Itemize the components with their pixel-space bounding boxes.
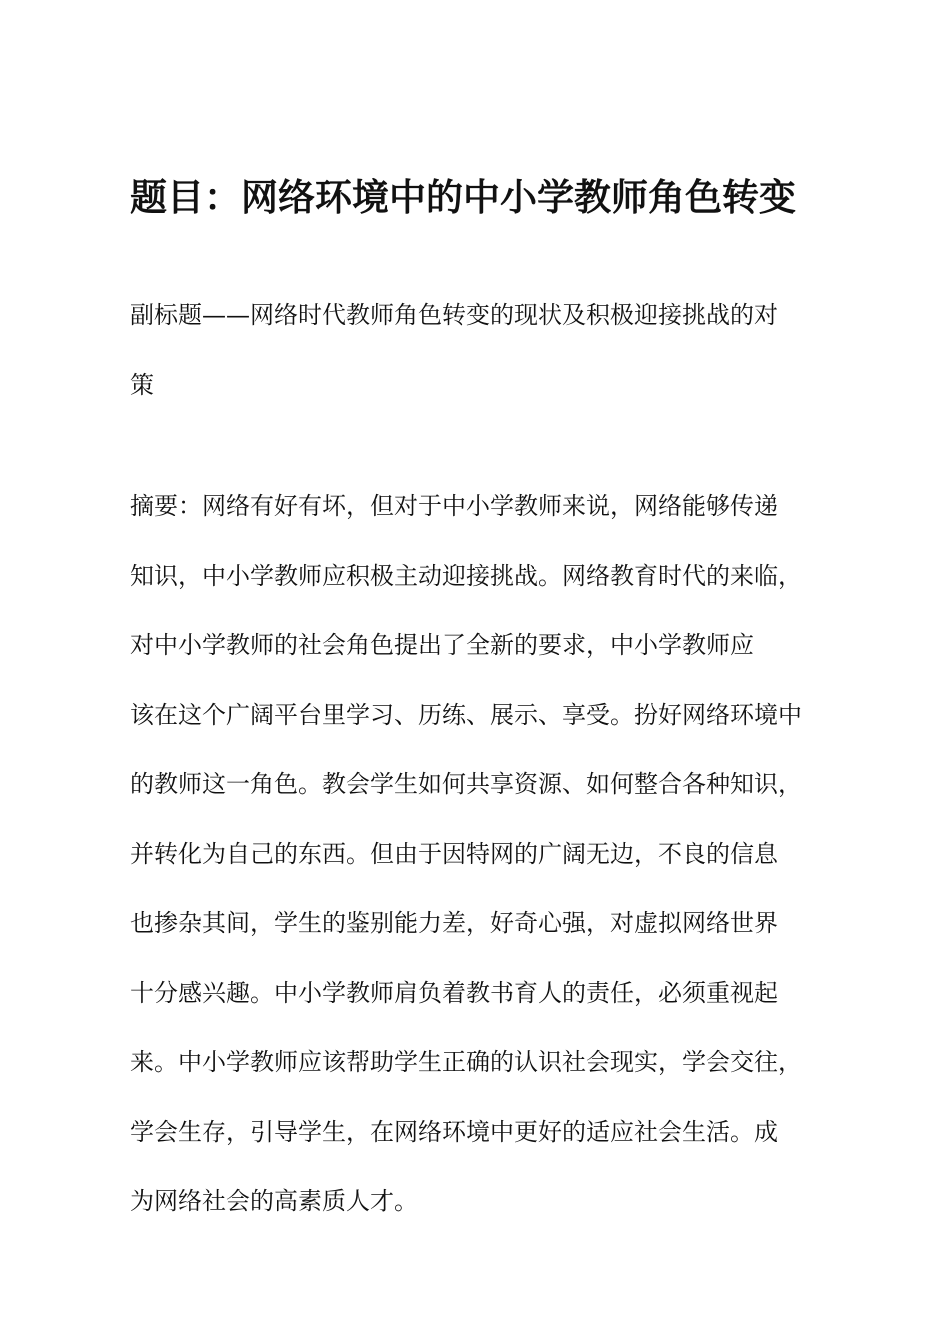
document-subtitle bbox=[130, 280, 820, 420]
abstract-line: 摘要：网络有好有坏，但对于中小学教师来说，网络能够传递 bbox=[130, 492, 778, 520]
abstract-line: 也掺杂其间，学生的鉴别能力差，好奇心强，对虚拟网络世界 bbox=[130, 909, 778, 937]
abstract-line: 学会生存，引导学生，在网络环境中更好的适应社会生活。成 bbox=[130, 1117, 778, 1146]
subtitle-line: 副标题——网络时代教师角色转变的现状及积极迎接挑战的对 bbox=[130, 301, 778, 329]
abstract-paragraph bbox=[130, 472, 830, 1237]
abstract-line: 来。中小学教师应该帮助学生正确的认识社会现实，学会交往， bbox=[130, 1048, 802, 1076]
abstract-line: 为网络社会的高素质人才。 bbox=[130, 1187, 418, 1215]
abstract-line: 对中小学教师的社会角色提出了全新的要求，中小学教师应 bbox=[130, 631, 754, 659]
document-title: 题目：网络环境中的中小学教师角色转变 bbox=[130, 176, 796, 219]
abstract-line: 知识，中小学教师应积极主动迎接挑战。网络教育时代的来临， bbox=[130, 561, 802, 590]
abstract-line: 该在这个广阔平台里学习、历练、展示、享受。扮好网络环境中 bbox=[130, 700, 802, 729]
abstract-line: 的教师这一角色。教会学生如何共享资源、如何整合各种知识， bbox=[130, 770, 802, 798]
subtitle-line: 策 bbox=[130, 371, 154, 399]
abstract-line: 并转化为自己的东西。但由于因特网的广阔无边，不良的信息 bbox=[130, 839, 778, 868]
abstract-line: 十分感兴趣。中小学教师肩负着教书育人的责任，必须重视起 bbox=[130, 978, 778, 1007]
